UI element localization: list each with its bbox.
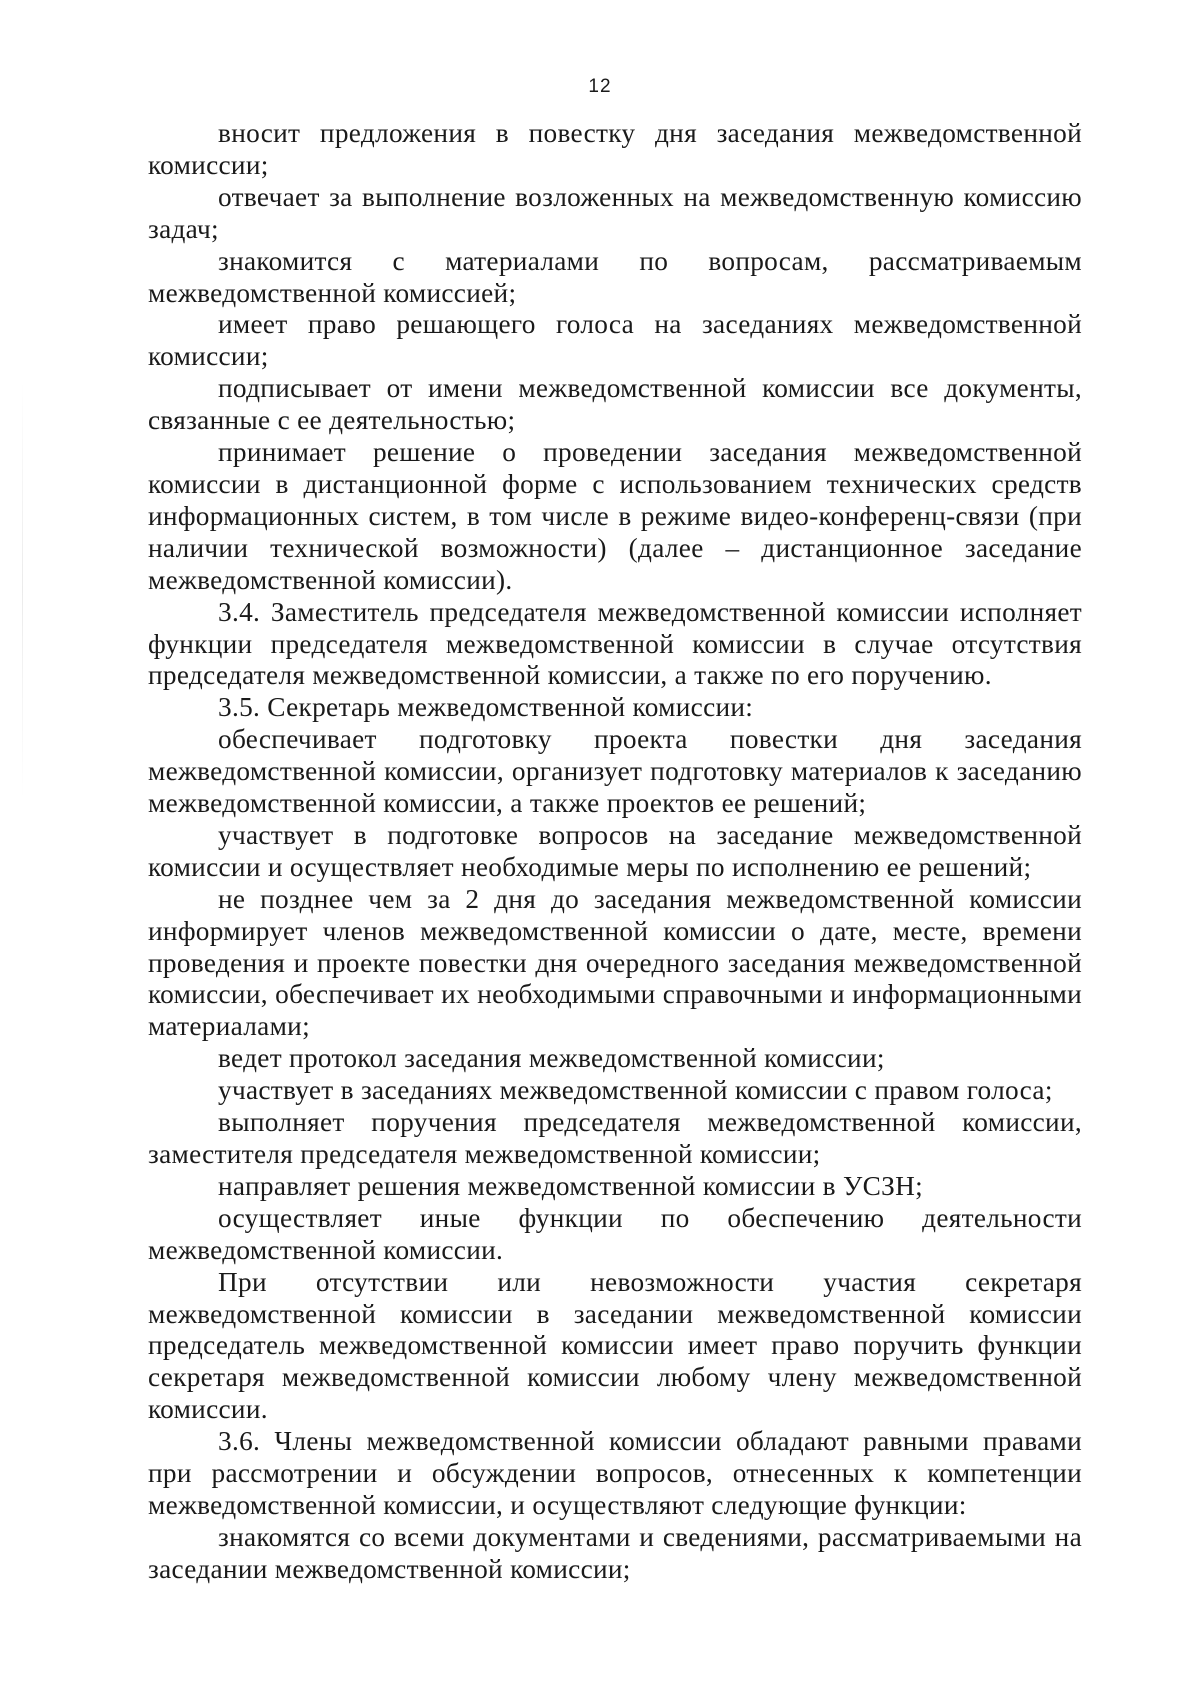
paragraph: осуществляет иные функции по обеспечению деятельности межведомственной комиссии.	[148, 1202, 1082, 1265]
paragraph: знакомится с материалами по вопросам, рассматриваемым межведомственной комиссией;	[148, 245, 1082, 308]
paragraph: принимает решение о проведении заседания межведомственной комиссии в дистанционной форме с использованием технических средств информационных систем, в том числе в режиме видео-конференц-связи (при наличии технической возможности) (далее – дистанционное заседание межведомственной комиссии).	[148, 437, 1082, 595]
paragraph-section-3-4: 3.4. Заместитель председателя межведомственной комиссии исполняет функции председателя межведомственной комиссии в случае отсутствия председателя межведомственной комиссии, а также по его поручению.	[148, 596, 1082, 691]
paragraph: участвует в подготовке вопросов на заседание межведомственной комиссии и осуществляет необходимые меры по исполнению ее решений;	[148, 819, 1082, 882]
paragraph: вносит предложения в повестку дня заседания межведомственной комиссии;	[148, 118, 1082, 180]
document-body	[148, 118, 1082, 1586]
paragraph: При отсутствии или невозможности участия секретаря межведомственной комиссии в заседании межведомственной комиссии председатель межведомственной комиссии имеет право поручить функции секретаря межведомственной комиссии любому члену межведомственной комиссии.	[148, 1266, 1082, 1425]
paragraph: ведет протокол заседания межведомственной комиссии;	[218, 1043, 885, 1074]
page-number: 12	[588, 76, 612, 97]
scan-artifact-line	[22, 380, 23, 800]
paragraph: участвует в заседаниях межведомственной комиссии с правом голоса;	[218, 1075, 1053, 1106]
paragraph-section-3-6: 3.6. Члены межведомственной комиссии обладают равными правами при рассмотрении и обсуждении вопросов, отнесенных к компетенции межведомственной комиссии, и осуществляют следующие функции:	[148, 1426, 1082, 1520]
paragraph: имеет право решающего голоса на заседаниях межведомственной комиссии;	[148, 309, 1082, 372]
paragraph: знакомятся со всеми документами и сведениями, рассматриваемыми на заседании межведомственной комиссии;	[148, 1521, 1082, 1584]
paragraph-section-3-5: 3.5. Секретарь межведомственной комиссии:	[218, 692, 754, 723]
paragraph: не позднее чем за 2 дня до заседания межведомственной комиссии информирует членов межведомственной комиссии о дате, месте, времени проведения и проекте повестки дня очередного заседания межведомственной комиссии, обеспечивает их необходимыми справочными и информационными материалами;	[148, 883, 1082, 1042]
paragraph: обеспечивает подготовку проекта повестки дня заседания межведомственной комиссии, организует подготовку материалов к заседанию межведомственной комиссии, а также проектов ее решений;	[148, 724, 1082, 819]
paragraph: подписывает от имени межведомственной комиссии все документы, связанные с ее деятельностью;	[148, 373, 1082, 436]
paragraph: выполняет поручения председателя межведомственной комиссии, заместителя председателя межведомственной комиссии;	[148, 1107, 1082, 1169]
paragraph: направляет решения межведомственной комиссии в УСЗН;	[218, 1170, 923, 1201]
paragraph: отвечает за выполнение возложенных на межведомственную комиссию задач;	[148, 181, 1082, 244]
